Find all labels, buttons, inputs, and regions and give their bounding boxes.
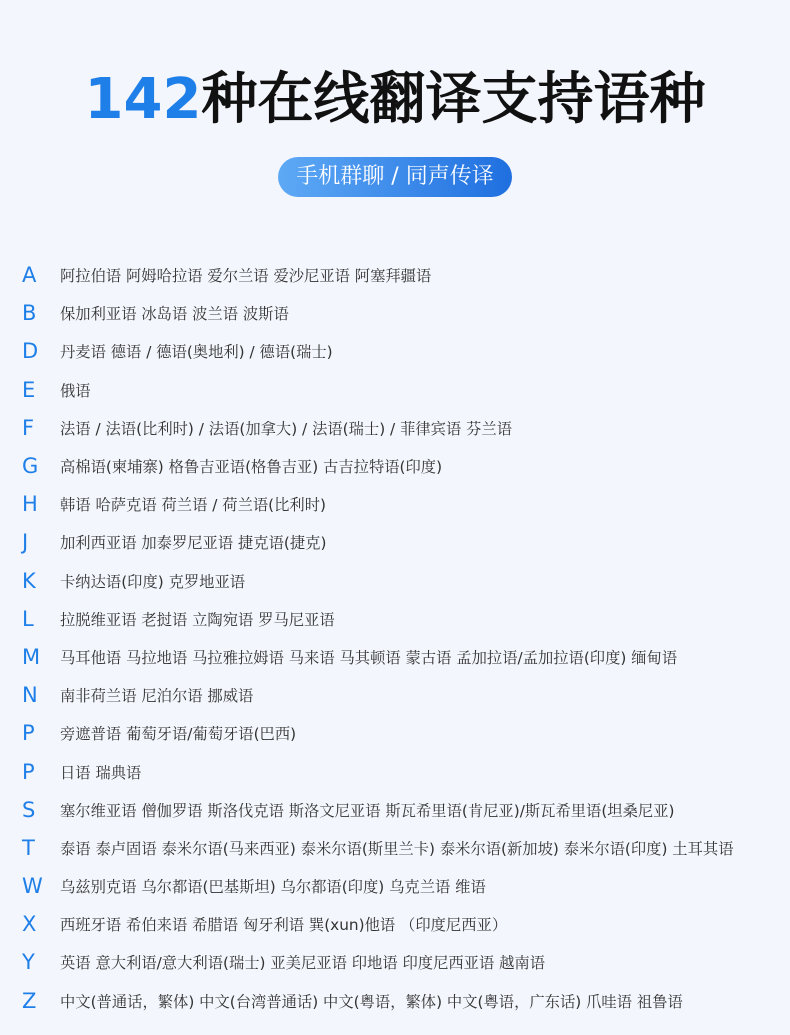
index-letter: Y — [22, 950, 35, 975]
index-letter: A — [22, 263, 37, 288]
title-number: 142 — [84, 67, 202, 132]
language-names: 日语 瑞典语 — [60, 763, 142, 782]
language-row — [0, 791, 790, 829]
index-letter: Z — [22, 988, 37, 1013]
index-letter: M — [22, 644, 41, 669]
language-names: 卡纳达语(印度) 克罗地亚语 — [60, 572, 246, 591]
language-list — [0, 256, 790, 1020]
language-names: 保加利亚语 冰岛语 波兰语 波斯语 — [60, 305, 289, 324]
language-row — [0, 523, 790, 561]
page-title — [0, 64, 790, 136]
language-names: 中文(普通话，繁体) 中文(台湾普通话) 中文(粤语，繁体) 中文(粤语，广东话) 爪哇语 祖鲁语 — [60, 992, 683, 1011]
index-letter: K — [22, 568, 36, 593]
language-row — [0, 256, 790, 294]
language-row — [0, 867, 790, 905]
language-names: 丹麦语 德语 / 德语(奥地利) / 德语(瑞士) — [60, 343, 333, 362]
language-row — [0, 676, 790, 714]
language-row — [0, 447, 790, 485]
language-names: 拉脱维亚语 老挝语 立陶宛语 罗马尼亚语 — [60, 610, 335, 629]
language-row — [0, 943, 790, 981]
language-row — [0, 409, 790, 447]
index-letter: H — [22, 492, 38, 517]
language-row — [0, 982, 790, 1020]
language-row — [0, 485, 790, 523]
language-row — [0, 638, 790, 676]
language-row — [0, 905, 790, 943]
title-text: 种在线翻译支持语种 — [201, 67, 706, 132]
index-letter: B — [22, 301, 37, 326]
language-row — [0, 562, 790, 600]
language-names: 乌兹别克语 乌尔都语(巴基斯坦) 乌尔都语(印度) 乌克兰语 维语 — [60, 878, 486, 897]
index-letter: D — [22, 339, 39, 364]
index-letter: X — [22, 912, 37, 937]
index-letter: G — [22, 454, 39, 479]
language-row — [0, 600, 790, 638]
index-letter: P — [22, 759, 35, 784]
language-names: 加利西亚语 加泰罗尼亚语 捷克语(捷克) — [60, 534, 327, 553]
language-names: 法语 / 法语(比利时) / 法语(加拿大) / 法语(瑞士) / 菲律宾语 芬兰语 — [60, 419, 513, 438]
language-names: 阿拉伯语 阿姆哈拉语 爱尔兰语 爱沙尼亚语 阿塞拜疆语 — [60, 267, 432, 286]
index-letter: P — [22, 721, 35, 746]
language-row — [0, 829, 790, 867]
index-letter: W — [22, 874, 43, 899]
language-names: 西班牙语 希伯来语 希腊语 匈牙利语 巽(xun)他语 （印度尼西亚） — [60, 916, 508, 935]
index-letter: T — [22, 835, 35, 860]
language-names: 高棉语(柬埔寨) 格鲁吉亚语(格鲁吉亚) 古吉拉特语(印度) — [60, 458, 443, 477]
index-letter: N — [22, 683, 38, 708]
badge-container — [0, 157, 790, 197]
language-row — [0, 752, 790, 790]
language-names: 南非荷兰语 尼泊尔语 挪威语 — [60, 687, 254, 706]
language-row — [0, 332, 790, 370]
language-row — [0, 371, 790, 409]
index-letter: J — [22, 530, 29, 555]
language-names: 俄语 — [60, 381, 91, 400]
index-letter: S — [22, 797, 36, 822]
language-names: 塞尔维亚语 僧伽罗语 斯洛伐克语 斯洛文尼亚语 斯瓦希里语(肯尼亚)/斯瓦希里语(坦桑尼亚) — [60, 801, 675, 820]
index-letter: E — [22, 377, 36, 402]
language-names: 韩语 哈萨克语 荷兰语 / 荷兰语(比利时) — [60, 496, 326, 515]
index-letter: F — [22, 415, 35, 440]
language-names: 马耳他语 马拉地语 马拉雅拉姆语 马来语 马其顿语 蒙古语 孟加拉语/孟加拉语(印度) 缅甸语 — [60, 648, 678, 667]
language-names: 英语 意大利语/意大利语(瑞士) 亚美尼亚语 印地语 印度尼西亚语 越南语 — [60, 954, 546, 973]
language-names: 泰语 泰卢固语 泰米尔语(马来西亚) 泰米尔语(斯里兰卡) 泰米尔语(新加坡) 泰米尔语(印度) 土耳其语 — [60, 839, 734, 858]
feature-badge: 手机群聊 / 同声传译 — [278, 157, 511, 197]
language-names: 旁遮普语 葡萄牙语/葡萄牙语(巴西) — [60, 725, 297, 744]
index-letter: L — [22, 606, 34, 631]
language-row — [0, 294, 790, 332]
language-row — [0, 714, 790, 752]
